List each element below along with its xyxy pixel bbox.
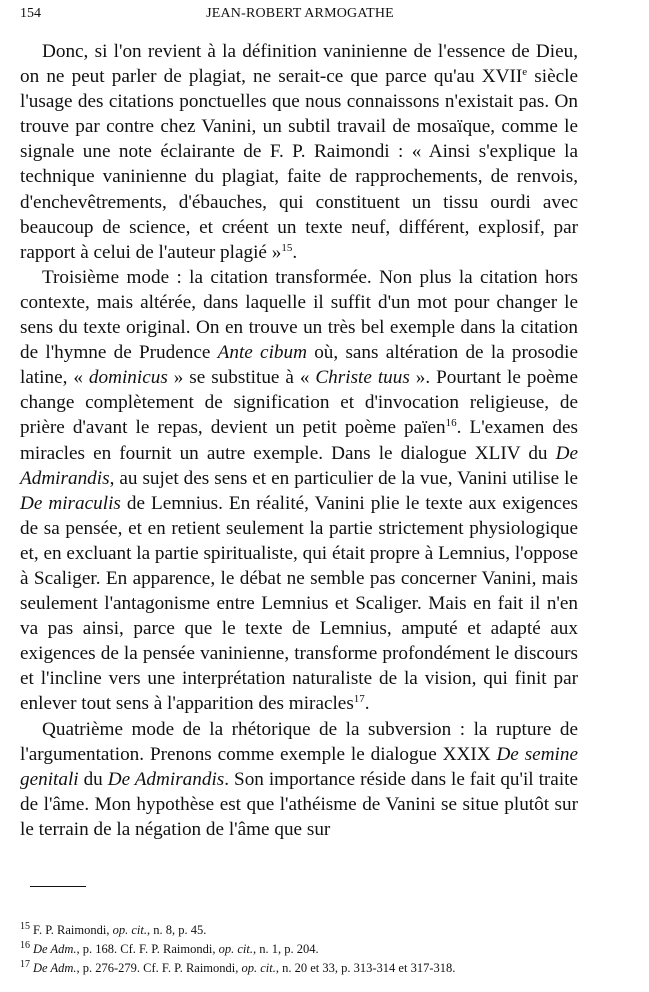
note-ref-15[interactable]: 15	[281, 241, 293, 254]
paragraph-2: Troisième mode : la citation transformée. Non plus la citation hors contexte, mais altérée, dans laquelle il suffit d'un mot pour changer le sens du texte original. On en trouve un très bel exemple dans la citation de l'hymne de Prudence Ante cibum où, sans altération de la prosodie latine, « dominicus » se substitue à « Christe tuus ». Pourtant le poème change complètement de signification et d'invocation religieuse, de prière d'avant le repas, devient un petit poème païen$^{16}$. L'examen des miracles en fournit un autre exemple. Dans le dialogue XLIV du De Admirandis, au sujet des sens et en particulier de la vue, Vanini utilise le De miraculis de Lemnius. En réalité, Vanini plie le texte aux exigences de sa pensée, et en retient seulement la partie strictement physiologique et, en excluant la partie spiritualiste, qui était propre à Lemnius, l'oppose à Scaliger. En apparence, le débat ne semble pas concerner Vanini, mais seulement l'antagonisme entre Lemnius et Scaliger. Mais en fait il n'en va pas ainsi, parce que le texte de Lemnius, amputé et adapté aux exigences de la pensée vaninienne, transforme profondément le discours et l'incline vers une interprétation naturaliste de la vision, qui finit par enlever tout sens à l'apparition des miracles$^{17}$.	[20, 266, 578, 715]
footnote-16: $^{16}$ De Adm., p. 168. Cf. F. P. Raimondi, op. cit., n. 1, p. 204.	[20, 940, 319, 956]
footnotes	[20, 921, 580, 978]
paragraph-3: Quatrième mode de la rhétorique de la subversion : la rupture de l'argumentation. Prenons comme exemple le dialogue XXIX De semine genitali du De Admirandis. Son importance réside dans le fait qu'il traite de l'âme. Mon hypothèse est que l'athéisme de Vanini se situe plutôt sur le terrain de la négation de l'âme que sur	[20, 718, 578, 840]
footnote-rule	[30, 886, 86, 887]
paragraph-1: Donc, si l'on revient à la définition vaninienne de l'essence de Dieu, on ne peut parler de plagiat, ne serait-ce que parce qu'au XVIIe siècle l'usage des citations ponctuelles que nous connaissons n'existait pas. On trouve par contre chez Vanini, un subtil travail de mosaïque, comme le signale une note éclairante de F. P. Raimondi : « Ainsi s'explique la technique vaninienne du plagiat, faite de rapprochements, de renvois, d'enchevêtrements, d'ébauches, qui constituent un tissu ourdi avec beaucoup de science, et créent un texte neuf, différent, explosif, par rapport à celui de l'auteur plagié »$^{15}$.	[20, 41, 578, 263]
running-head: JEAN-ROBERT ARMOGATHE	[206, 6, 394, 21]
page-header	[20, 6, 580, 26]
note-ref-17[interactable]: 17	[353, 693, 365, 706]
note-ref-16[interactable]: 16	[445, 417, 457, 430]
footnote-17: $^{17}$ De Adm., p. 276-279. Cf. F. P. Raimondi, op. cit., n. 20 et 33, p. 313-314 et 317-318.	[20, 959, 456, 975]
footnote-15: $^{15}$ F. P. Raimondi, op. cit., n. 8, p. 45.	[20, 921, 207, 937]
body-text	[20, 39, 578, 842]
page-number: 154	[20, 6, 41, 21]
superscript-e: e	[522, 66, 528, 79]
